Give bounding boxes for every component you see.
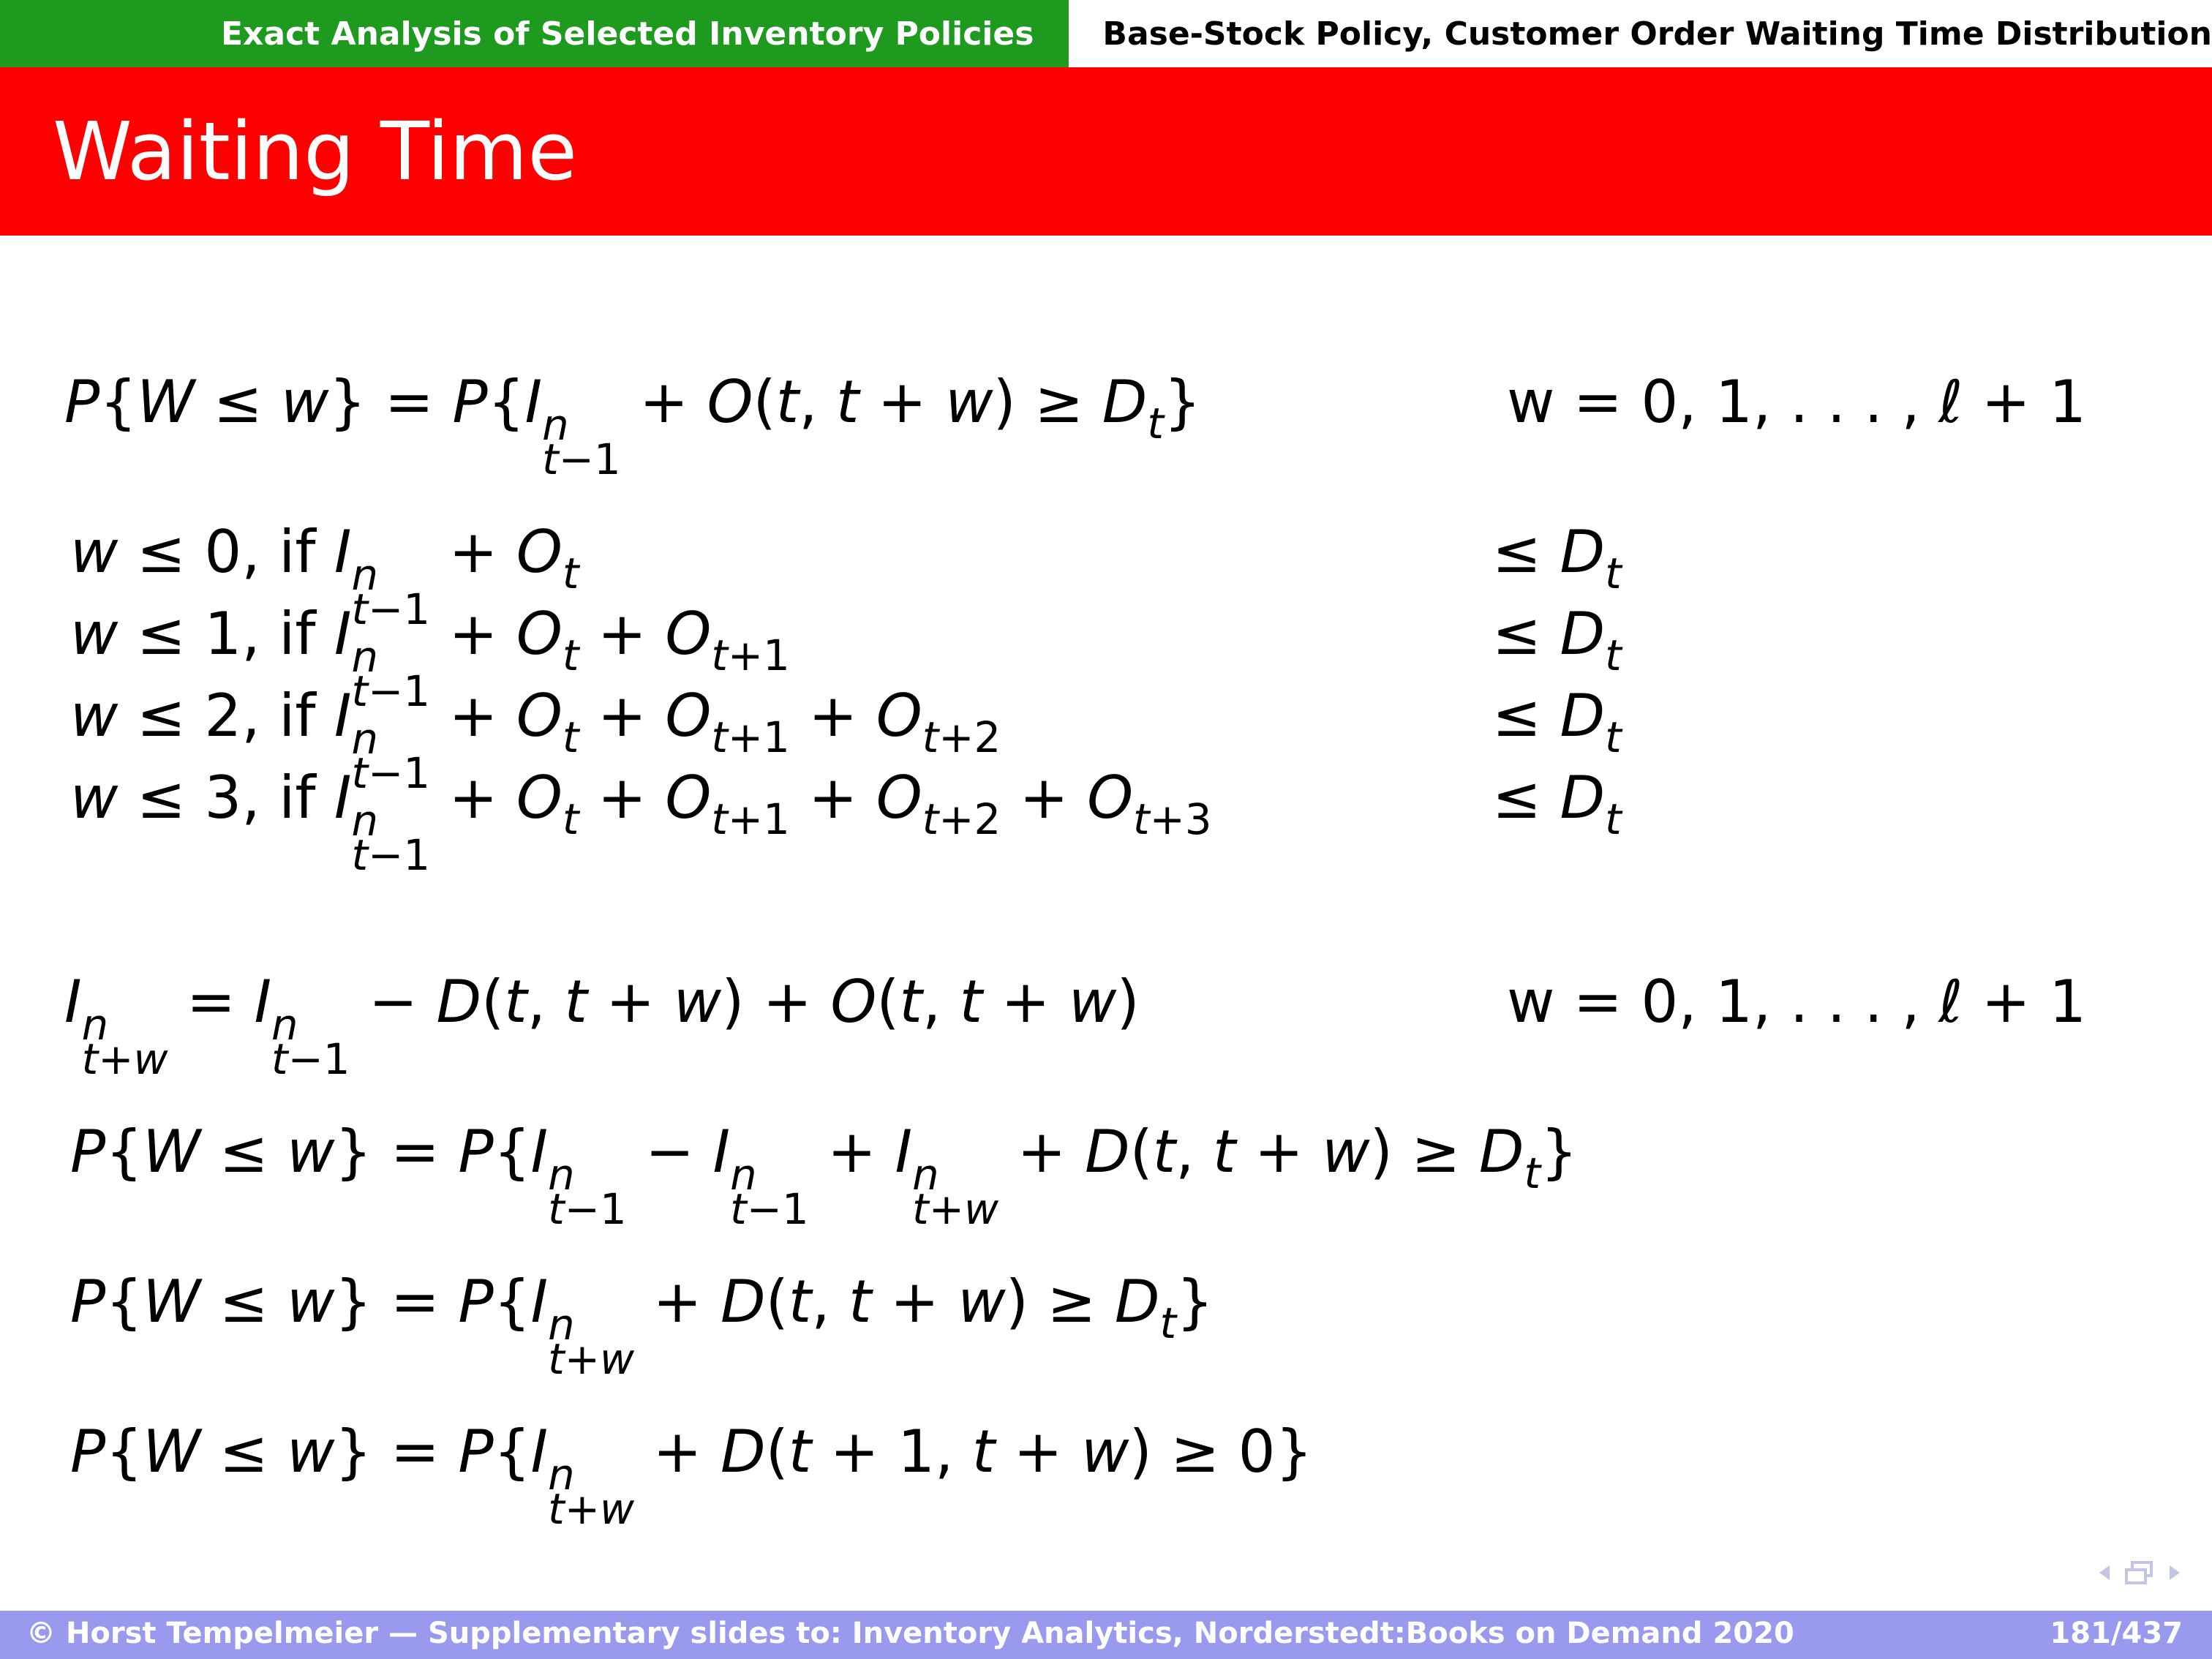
inequality-row-2: w ≤ 2, if I n t−1 + $O_t + O_{t+1} + O_{t+2}$ [70, 682, 1001, 799]
inequality-row-0: w ≤ 0, if I n t−1 + $O_t$ [70, 518, 579, 635]
row-w-value: 0 [204, 518, 242, 586]
beamer-nav [2096, 1560, 2183, 1586]
inequality-row-1: w ≤ 1, if I n t−1 + $O_t + O_{t+1}$ [70, 600, 790, 717]
equation-derivation-3: P{W ≤ w} = P{I n t+w + D(t + 1, t + w) ≥ 0} [70, 1418, 1313, 1535]
rhs-row-3: ≤ $D_t$ [1492, 764, 1622, 844]
equation-derivation-2: P{W ≤ w} = P{I n t+w + D(t, $t + w) \ge D_t$} [70, 1268, 1214, 1385]
header-bar [0, 0, 2212, 67]
slide-title: Waiting Time [53, 105, 578, 198]
rhs-row-0: ≤ $D_t$ [1492, 518, 1622, 598]
nav-right-icon[interactable] [2167, 1563, 2183, 1582]
page-number[interactable]: 181/437 [2050, 1617, 2183, 1650]
row-w-value: 1 [204, 600, 242, 668]
inequality-row-3: w ≤ 3, if I n t−1 + $O_t + O_{t+1} + O_{t+2} + O_{t+3}$ [70, 764, 1212, 881]
equation-domain-1: w = 0, 1, . . . , ℓ + 1 [1507, 368, 2087, 436]
copyright-icon: © [26, 1617, 56, 1650]
equation-domain-2: w = 0, 1, . . . , ℓ + 1 [1507, 968, 2087, 1036]
header-section[interactable]: Exact Analysis of Selected Inventory Policies [0, 0, 1069, 67]
footer-citation[interactable] [26, 1617, 1794, 1650]
title-bar [0, 67, 2212, 236]
equation-inventory-balance: I n t+w = I n t−1 − D(t, t + w) + O(t, t + w) [64, 968, 1140, 1085]
row-w-value: 3 [204, 764, 242, 832]
footer-text: Horst Tempelmeier — Supplementary slides to: Inventory Analytics, Norderstedt:Books on Demand 2020 [65, 1617, 1794, 1650]
nav-left-icon[interactable] [2096, 1563, 2113, 1582]
footer-bar [0, 1611, 2212, 1659]
rhs-row-1: ≤ $D_t$ [1492, 600, 1622, 680]
rhs-row-2: ≤ $D_t$ [1492, 682, 1622, 762]
equation-waiting-time-def: P{W ≤ w} = P{I n t−1 + O(t, $t + w) \ge D_t$} [64, 368, 1201, 485]
header-subsection[interactable]: Base-Stock Policy, Customer Order Waiting Time Distribution [1069, 0, 2212, 67]
row-w-value: 2 [204, 682, 242, 750]
equation-derivation-1: P{W ≤ w} = P{I n t−1 − I n t−1 + I n t+w + D(t, $t + w) \ge D_t$} [70, 1118, 1578, 1235]
nav-frame-icon[interactable] [2123, 1560, 2156, 1586]
